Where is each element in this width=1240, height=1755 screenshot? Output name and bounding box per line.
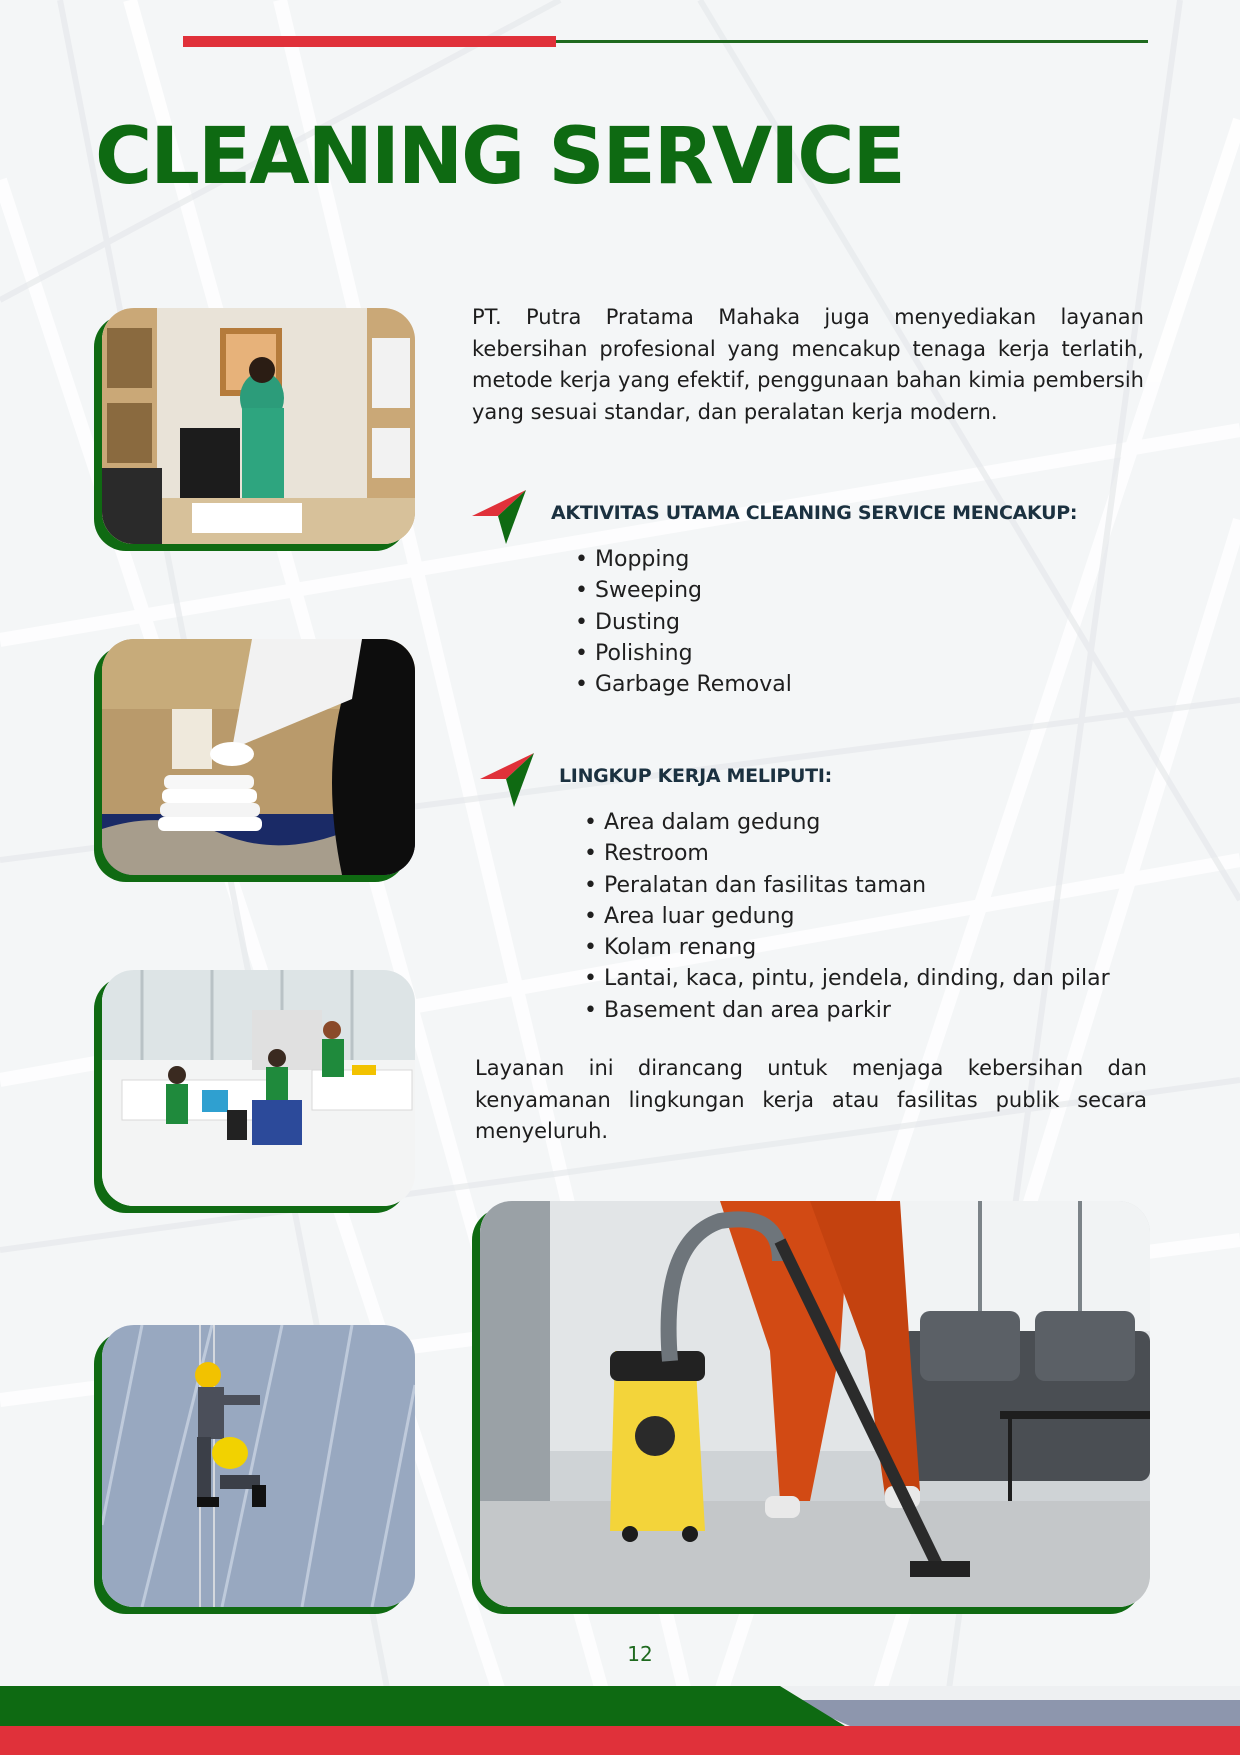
list-item: • Peralatan dan fasilitas taman (584, 870, 1110, 901)
list-item: • Area luar gedung (584, 901, 1110, 932)
page-number: 12 (627, 1642, 653, 1666)
list-item: • Restroom (584, 838, 1110, 869)
scope-list (584, 807, 1110, 1026)
top-accent-green-line (556, 40, 1148, 43)
section-heading-activities: AKTIVITAS UTAMA CLEANING SERVICE MENCAKUP: (551, 502, 1078, 524)
list-item: • Lantai, kaca, pintu, jendela, dinding, dan pilar (584, 963, 1110, 994)
photo-vacuum-cleaning (480, 1201, 1150, 1607)
closing-paragraph: Layanan ini dirancang untuk menjaga kebersihan dan kenyamanan lingkungan kerja atau fasilitas publik secara menyeluruh. (475, 1056, 1147, 1143)
photo-team-cleaning-office (102, 970, 415, 1206)
list-item: • Basement dan area parkir (584, 995, 1110, 1026)
photo-folding-towels (102, 639, 415, 875)
page-title: CLEANING SERVICE (95, 112, 904, 202)
arrow-pointer-icon (478, 751, 534, 807)
photo-window-cleaner (102, 1325, 415, 1607)
list-item: • Garbage Removal (575, 669, 792, 700)
list-item: • Sweeping (575, 575, 792, 606)
list-item: • Area dalam gedung (584, 807, 1110, 838)
intro-paragraph: PT. Putra Pratama Mahaka juga menyediakan layanan kebersihan profesional yang mencakup tenaga kerja terlatih, metode kerja yang efektif, penggunaan bahan kimia pembersih yang sesuai standar, dan peralatan kerja modern. (472, 305, 1144, 424)
photo-office-cleaner (102, 308, 415, 544)
list-item: • Kolam renang (584, 932, 1110, 963)
list-item: • Mopping (575, 544, 792, 575)
top-accent-red-bar (183, 36, 556, 47)
section-heading-scope: LINGKUP KERJA MELIPUTI: (559, 765, 832, 787)
list-item: • Polishing (575, 638, 792, 669)
arrow-pointer-icon (470, 488, 526, 544)
activities-list (575, 544, 792, 700)
footer-color-band (0, 1686, 1240, 1755)
list-item: • Dusting (575, 607, 792, 638)
